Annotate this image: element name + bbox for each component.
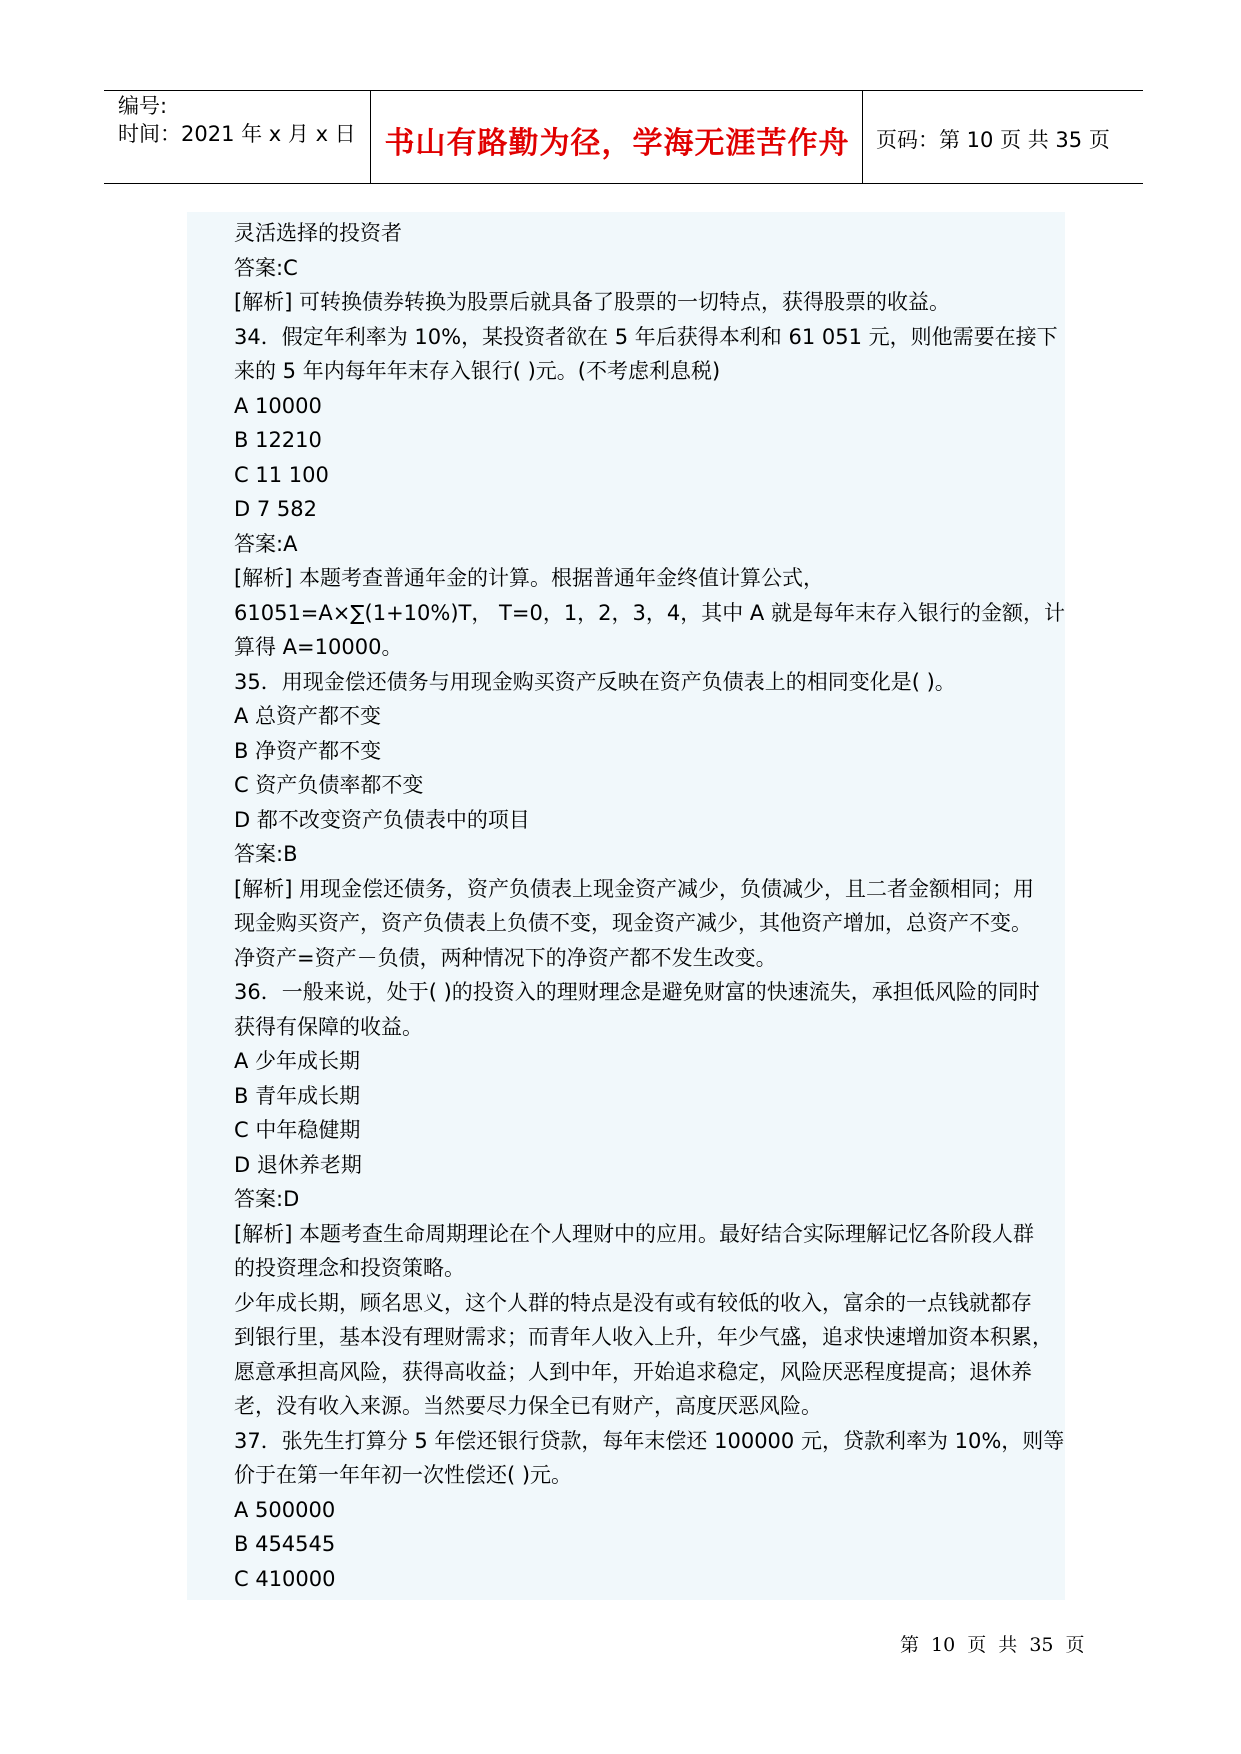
text-line: 算得 A=10000。 <box>234 635 403 659</box>
text-line: [解析] 可转换债券转换为股票后就具备了股票的一切特点，获得股票的收益。 <box>234 290 951 314</box>
header-meta <box>118 92 356 148</box>
text-line: A 总资产都不变 <box>234 704 382 728</box>
text-line: D 都不改变资产负债表中的项目 <box>234 807 530 832</box>
text-line: B 12210 <box>234 428 322 452</box>
document-time-label: 时间：2021 年 x 月 x 日 <box>118 122 356 146</box>
text-line: [解析] 本题考查生命周期理论在个人理财中的应用。最好结合实际理解记忆各阶段人群 <box>234 1221 1035 1246</box>
text-line: 到银行里，基本没有理财需求；而青年人收入上升，年少气盛，追求快速增加资本积累， <box>234 1325 1053 1349</box>
text-line: 现金购买资产，资产负债表上负债不变，现金资产减少，其他资产增加，总资产不变。 <box>234 911 1032 935</box>
text-line: 来的 5 年内每年年末存入银行( )元。(不考虑利息税) <box>234 359 721 383</box>
text-line: 的投资理念和投资策略。 <box>234 1256 465 1280</box>
text-line: 61051=A×∑(1+10%)T， T=0，1，2，3，4，其中 A 就是每年末存入银行的金额，计 <box>234 600 1065 625</box>
text-line: C 中年稳健期 <box>234 1118 361 1142</box>
text-line: B 净资产都不变 <box>234 738 382 763</box>
text-line: 37．张先生打算分 5 年偿还银行贷款，每年末偿还 100000 元，贷款利率为 10%，则等 <box>234 1428 1065 1453</box>
text-line: 价于在第一年年初一次性偿还( )元。 <box>234 1463 573 1487</box>
header-top-rule <box>104 90 1143 91</box>
text-line: 答案:D <box>234 1187 300 1211</box>
text-line: 老，没有收入来源。当然要尽力保全已有财产，高度厌恶风险。 <box>234 1394 822 1418</box>
text-line: 答案:C <box>234 255 298 280</box>
text-line: A 10000 <box>234 393 322 418</box>
header-motto: 书山有路勤为径，学海无涯苦作舟 <box>384 126 850 161</box>
text-line: 获得有保障的收益。 <box>234 1014 423 1039</box>
header-divider-left <box>370 90 371 183</box>
text-line: 愿意承担高风险，获得高收益；人到中年，开始追求稳定，风险厌恶程度提高；退休养 <box>234 1359 1032 1384</box>
text-line: 34．假定年利率为 10%，某投资者欲在 5 年后获得本利和 61 051 元，则他需要在接下 <box>234 324 1058 349</box>
page-footer: 第 10 页 共 35 页 <box>900 1634 1085 1656</box>
text-line: B 454545 <box>234 1532 336 1556</box>
header-bottom-rule <box>104 183 1143 184</box>
text-line: 35．用现金偿还债务与用现金购买资产反映在资产负债表上的相同变化是( )。 <box>234 669 956 694</box>
text-line: A 少年成长期 <box>234 1049 361 1073</box>
text-line: D 退休养老期 <box>234 1152 362 1177</box>
text-line: 净资产=资产－负债，两种情况下的净资产都不发生改变。 <box>234 945 777 970</box>
text-line: 答案:A <box>234 531 298 556</box>
text-line: 答案:B <box>234 842 298 866</box>
text-line: B 青年成长期 <box>234 1083 361 1108</box>
text-line: C 资产负债率都不变 <box>234 773 424 797</box>
text-line: 36．一般来说，处于( )的投资入的理财理念是避免财富的快速流失，承担低风险的同时 <box>234 980 1040 1004</box>
header-divider-right <box>862 90 863 183</box>
header-page-label: 页码：第 10 页 共 35 页 <box>876 128 1110 152</box>
question-content <box>234 216 1074 1596</box>
text-line: [解析] 本题考查普通年金的计算。根据普通年金终值计算公式， <box>234 566 825 590</box>
text-line: 灵活选择的投资者 <box>234 221 402 245</box>
document-number-label: 编号: <box>118 94 168 118</box>
text-line: [解析] 用现金偿还债务，资产负债表上现金资产减少，负债减少，且二者金额相同；用 <box>234 876 1035 901</box>
text-line: D 7 582 <box>234 497 317 521</box>
text-line: A 500000 <box>234 1497 336 1522</box>
text-line: C 11 100 <box>234 462 329 487</box>
text-line: 少年成长期，顾名思义，这个人群的特点是没有或有较低的收入，富余的一点钱就都存 <box>234 1290 1032 1315</box>
text-line: C 410000 <box>234 1566 336 1591</box>
